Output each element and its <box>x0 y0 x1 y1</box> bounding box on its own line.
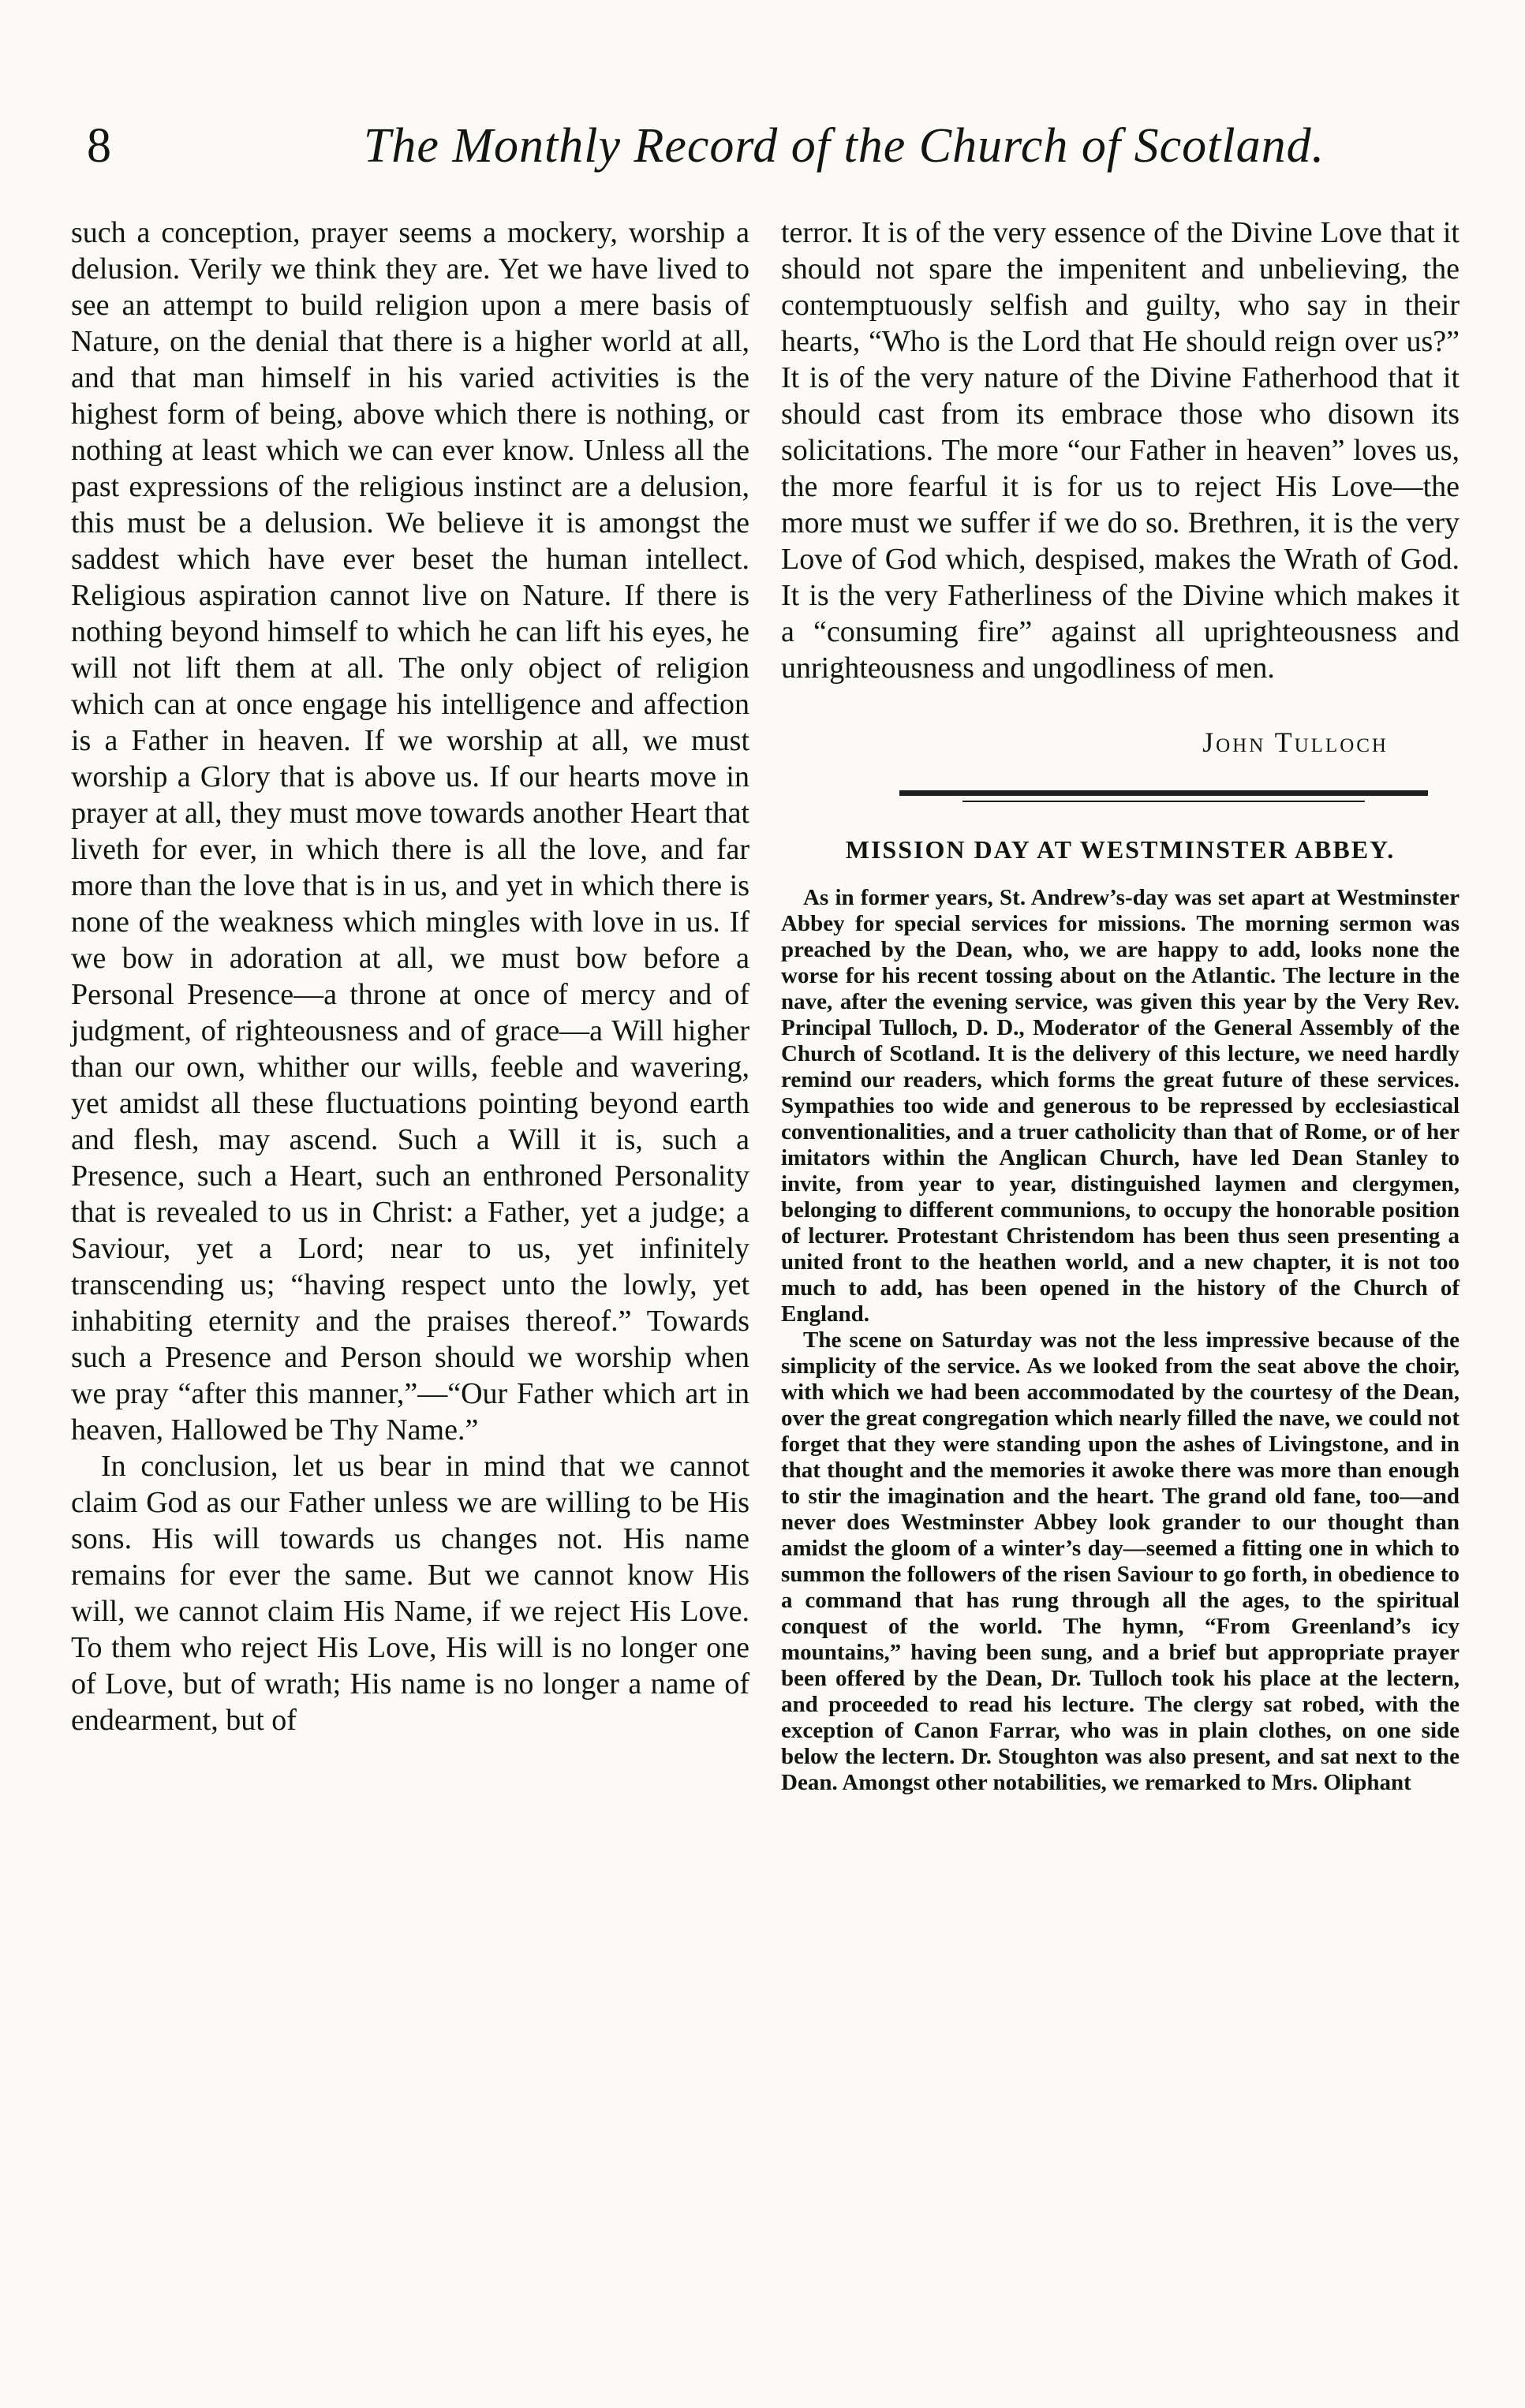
page-header <box>87 118 1436 181</box>
left-column <box>71 215 749 1738</box>
article-paragraph: As in former years, St. Andrew’s-day was set apart at Westminster Abbey for special services for missions. The morning sermon was preached by the Dean, who, we are happy to add, looks none the worse for his recent tossing about on the Atlantic. The lecture in the nave, after the evening service, was given this year by the Very Rev. Principal Tulloch, D. D., Moderator of the General Assembly of the Church of Scotland. It is the delivery of this lecture, we need hardly remind our readers, which forms the great future of these services. Sympathies too wide and generous to be repressed by ecclesiastical conventionalities, and a truer catholicity than that of Rome, or of her imitators within the Anglican Church, have led Dean Stanley to invite, from year to year, distinguished laymen and clergymen, belonging to different communions, to occupy the honorable position of lecturer. Protestant Christendom has been thus seen presenting a united front to the heathen world, and a new chapter, it is not too much to add, has been opened in the history of the Church of England. <box>781 885 1460 1327</box>
section-title: MISSION DAY AT WESTMINSTER ABBEY. <box>845 835 1396 864</box>
running-title: The Monthly Record of the Church of Scotland. <box>363 119 1325 173</box>
body-paragraph: such a conception, prayer seems a mockery, worship a delusion. Verily we think they are. Yet we have lived to see an attempt to build religion upon a mere basis of Nature, on the denial that there is a higher world at all, and that man himself in his varied activities is the highest form of being, above which there is nothing, or nothing at least which we can ever know. Unless all the past expressions of the religious instinct are a delusion, this must be a delusion. We believe it is amongst the saddest which have ever beset the human intellect. Religious aspiration cannot live on Nature. If there is nothing beyond himself to which he can lift his eyes, he will not lift them at all. The only object of religion which can at once engage his intelligence and affection is a Father in heaven. If we worship at all, we must worship a Glory that is above us. If our hearts move in prayer at all, they must move towards another Heart that liveth for ever, in which there is all the love, and far more than the love that is in us, and yet in which there is none of the weakness which mingles with love in us. If we bow in adoration at all, we must bow before a Personal Presence—a throne at once of mercy and of judgment, of righteousness and of grace—a Will higher than our own, whither our wills, feeble and wavering, yet amidst all these fluctuations pointing beyond earth and flesh, may ascend. Such a Will it is, such a Presence, such a Heart, such an enthroned Personality that is revealed to us in Christ: a Father, yet a judge; a Saviour, yet a Lord; near to us, yet infinitely transcending us; “having respect unto the lowly, yet inhabiting eternity and the praises thereof.” Towards such a Presence and Person should we worship when we pray “after this manner,”—“Our Father which art in heaven, Hallowed be Thy Name.” <box>71 216 749 1447</box>
article-paragraph: The scene on Saturday was not the less impressive because of the simplicity of the service. As we looked from the seat above the choir, with which we had been accommodated by the courtesy of the Dean, over the great congregation which nearly filled the nave, we could not forget that they were standing upon the ashes of Livingstone, and in that thought and the memories it awoke there was more than enough to stir the imagination and the heart. The grand old fane, too—and never does Westminster Abbey look grander to our thought than amidst the gloom of a winter’s day—seemed a fitting one in which to summon the followers of the risen Saviour to go forth, in obedience to a command that has rung through all the ages, to the spiritual conquest of the world. The hymn, “From Greenland’s icy mountains,” having been sung, and a brief but appropriate prayer been offered by the Dean, Dr. Tulloch took his place at the lectern, and proceeded to read his lecture. The clergy sat robed, with the exception of Canon Farrar, who was in plain clothes, on one side below the lectern. Dr. Stoughton was also present, and sat next to the Dean. Amongst other notabilities, we remarked to Mrs. Oliphant <box>781 1327 1460 1795</box>
section-divider <box>899 790 1428 802</box>
continuation-paragraph: terror. It is of the very essence of the Divine Love that it should not spare the impenitent and unbelieving, the contemptuously selfish and guilty, who say in their hearts, “Who is the Lord that He should reign over us?” It is of the very nature of the Divine Fatherhood that it should cast from its embrace those who disown its solicitations. The more “our Father in heaven” loves us, the more fearful it is for us to reject His Love—the more must we suffer if we do so. Brethren, it is the very Love of God which, despised, makes the Wrath of God. It is the very Fatherliness of the Divine which makes it a “consuming fire” against all uprighteousness and unrighteousness and ungodliness of men. <box>781 216 1460 685</box>
author-signature: John Tulloch <box>1202 726 1389 758</box>
divider-thick-rule <box>899 790 1428 796</box>
right-column <box>781 215 1460 1796</box>
body-paragraph: In conclusion, let us bear in mind that we cannot claim God as our Father unless we are willing to be His sons. His will towards us changes not. His name remains for ever the same. But we cannot know His will, we cannot claim His Name, if we reject His Love. To them who reject His Love, His will is no longer one of Love, but of wrath; His name is no longer a name of endearment, but of <box>71 1450 749 1737</box>
page-number: 8 <box>87 119 111 173</box>
divider-thin-rule <box>962 801 1365 802</box>
